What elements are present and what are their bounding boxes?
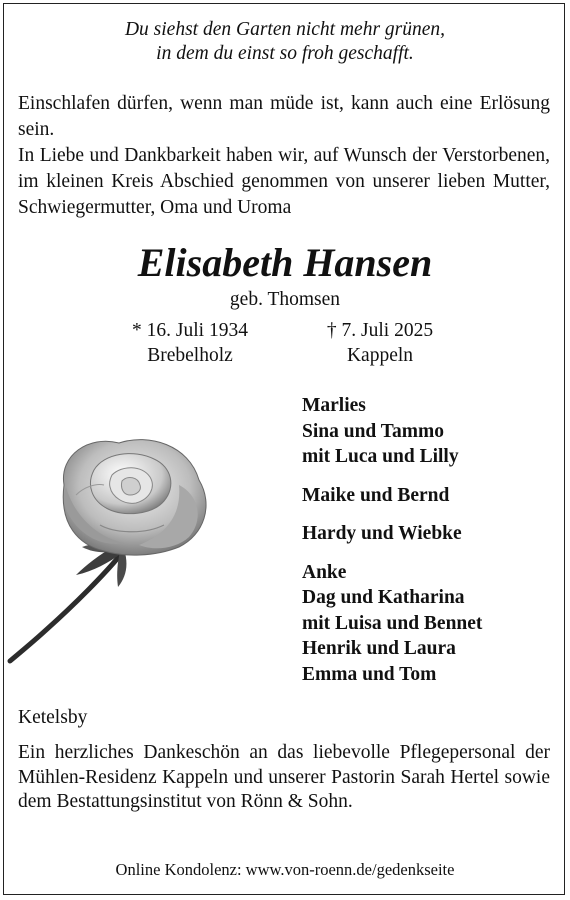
family-member: Maike und Bernd [302, 484, 450, 506]
family-member: Marlies [302, 395, 366, 416]
birth-info [90, 318, 290, 368]
deceased-name: Elisabeth Hansen [137, 240, 433, 285]
thanks-paragraph: Ein herzliches Dankeschön an das liebevolle Pflegepersonal der Mühlen-Residenz Kappeln und unserer Pastorin Sarah Hertel sowie dem Bestattungsinstitut von Rönn & Sohn. [18, 742, 550, 812]
family-group-4 [302, 560, 562, 688]
family-member: Anke [302, 561, 347, 583]
family-group-1 [302, 393, 562, 470]
birth-place: Brebelholz [147, 345, 233, 366]
online-condolence[interactable]: Online Kondolenz: www.von-roenn.de/gedenkseite [115, 860, 455, 879]
death-date: † 7. Juli 2025 [326, 320, 434, 341]
rose-icon [4, 425, 244, 665]
thanks-text [18, 741, 550, 815]
death-info [280, 318, 480, 368]
death-place: Kappeln [346, 345, 414, 366]
family-member: Henrik und Laura [302, 638, 456, 659]
family-group-3 [302, 521, 562, 547]
family-member: Sina und Tammo [302, 420, 444, 442]
intro-paragraph-2: In Liebe und Dankbarkeit haben wir, auf Wunsch der Verstorbenen, im kleinen Kreis Abschied genommen von unserer lieben Mutter, Schwiegermutter, Oma und Uroma [18, 145, 550, 218]
family-member: Dag und Katharina [302, 587, 465, 608]
family-list [302, 393, 562, 700]
family-member: mit Luisa und Bennet [302, 612, 483, 634]
intro-text [18, 91, 550, 221]
intro-paragraph-1: Einschlafen dürfen, wenn man müde ist, kann auch eine Erlösung sein. [18, 93, 550, 140]
family-group-2 [302, 483, 562, 509]
born-name: geb. Thomsen [229, 289, 341, 310]
family-member: mit Luca und Lilly [302, 446, 459, 467]
poem [0, 18, 570, 66]
birth-date: * 16. Juli 1934 [132, 320, 248, 341]
poem-line-1: Du siehst den Garten nicht mehr grünen, [124, 19, 446, 40]
family-member: Hardy und Wiebke [302, 523, 462, 544]
poem-line-2: in dem du einst so froh geschafft. [156, 43, 414, 64]
place-name: Ketelsby [18, 707, 88, 728]
family-member: Emma und Tom [302, 663, 437, 685]
